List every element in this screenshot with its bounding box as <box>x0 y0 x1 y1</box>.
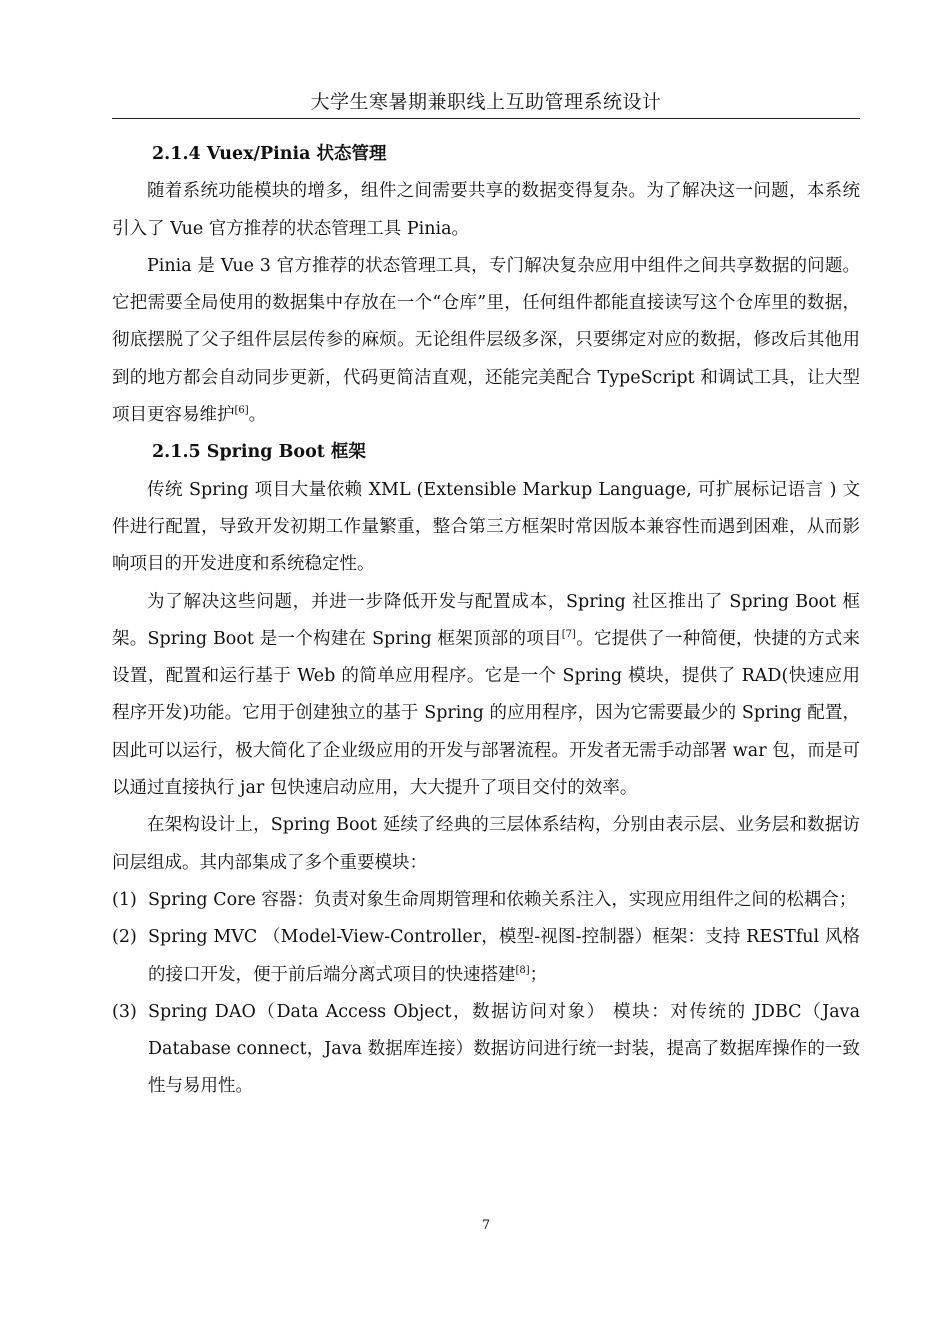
paragraph <box>112 248 860 434</box>
paragraph-text-cont: 。它提供了一种简便，快捷的方式来设置，配置和运行基于 Web 的简单应用程序。它是一个 Spring 模块，提供了 RAD(快速应用程序开发)功能。它用于创建独立的基于 Spring 的应用程序，因为它需要最少的 Spring 配置，因此可以运行，极大简化了企业级应用的开发与部署流程。开发者无需手动部署 war 包，而是可以通过直接执行 jar 包快速启动应用，大大提升了项目交付的效率。 <box>112 628 861 799</box>
list-marker: (3) <box>112 1001 137 1022</box>
list-item-text-end: ； <box>529 964 548 985</box>
paragraph-text-end: 。 <box>248 405 267 426</box>
list-marker: (1) <box>112 889 137 910</box>
paragraph-text: 为了解决这些问题，并进一步降低开发与配置成本，Spring 社区推出了 Spring Boot 框架。Spring Boot 是一个构建在 Spring 框架顶部的项目 <box>112 591 860 649</box>
section-number: 2.1.4 <box>152 144 201 164</box>
paragraph: 随着系统功能模块的增多，组件之间需要共享的数据变得复杂。为了解决这一问题，本系统引入了 Vue 官方推荐的状态管理工具 Pinia。 <box>112 181 860 239</box>
paragraph: 传统 Spring 项目大量依赖 XML (Extensible Markup Language, 可扩展标记语言 ) 文件进行配置，导致开发初期工作量繁重，整合第三方框架时常因版本兼容性而遇到困难，从而影响项目的开发进度和系统稳定性。 <box>112 479 860 575</box>
paragraph-text: Pinia 是 Vue 3 官方推荐的状态管理工具，专门解决复杂应用中组件之间共享数据的问题。它把需要全局使用的数据集中存放在一个“仓库”里，任何组件都能直接读写这个仓库里的数据，彻底摆脱了父子组件层层传参的麻烦。无论组件层级多深，只要绑定对应的数据，修改后其他用到的地方都会自动同步更新，代码更简洁直观，还能完美配合 TypeScript 和调试工具，让大型项目更容易维护 <box>112 255 860 426</box>
section-number: 2.1.5 <box>152 442 201 463</box>
page-body <box>112 136 860 1106</box>
section-title: Vuex/Pinia 状态管理 <box>200 144 387 164</box>
citation-ref: [6] <box>234 405 249 417</box>
section-title: Spring Boot 框架 <box>200 442 366 463</box>
list-item <box>112 919 860 994</box>
citation-ref: [8] <box>515 964 530 976</box>
running-header: 大学生寒暑期兼职线上互助管理系统设计 <box>310 91 662 113</box>
list-marker: (2) <box>112 927 137 948</box>
section-heading-2-1-5 <box>112 434 860 471</box>
list-item-text: Spring MVC （Model-View-Controller，模型-视图-控制器）框架：支持 RESTful 风格的接口开发，便于前后端分离式项目的快速搭建 <box>148 927 860 985</box>
paragraph: 在架构设计上，Spring Boot 延续了经典的三层体系结构，分别由表示层、业务层和数据访问层组成。其内部集成了多个重要模块： <box>112 815 860 873</box>
list-item-text: Spring Core 容器：负责对象生命周期管理和依赖关系注入，实现应用组件之间的松耦合； <box>148 889 857 910</box>
list-item <box>112 882 860 919</box>
list-item-text: Spring DAO（Data Access Object，数据访问对象） 模块：对传统的 JDBC（Java Database connect，Java 数据库连接）数据访问进行统一封装，提高了数据库操作的一致性与易用性。 <box>148 1001 860 1097</box>
list-item <box>112 994 860 1106</box>
paragraph <box>112 584 860 808</box>
page-number: 7 <box>481 1218 491 1233</box>
header-rule <box>112 118 860 119</box>
citation-ref: [7] <box>561 628 576 640</box>
section-heading-2-1-4 <box>112 136 860 173</box>
